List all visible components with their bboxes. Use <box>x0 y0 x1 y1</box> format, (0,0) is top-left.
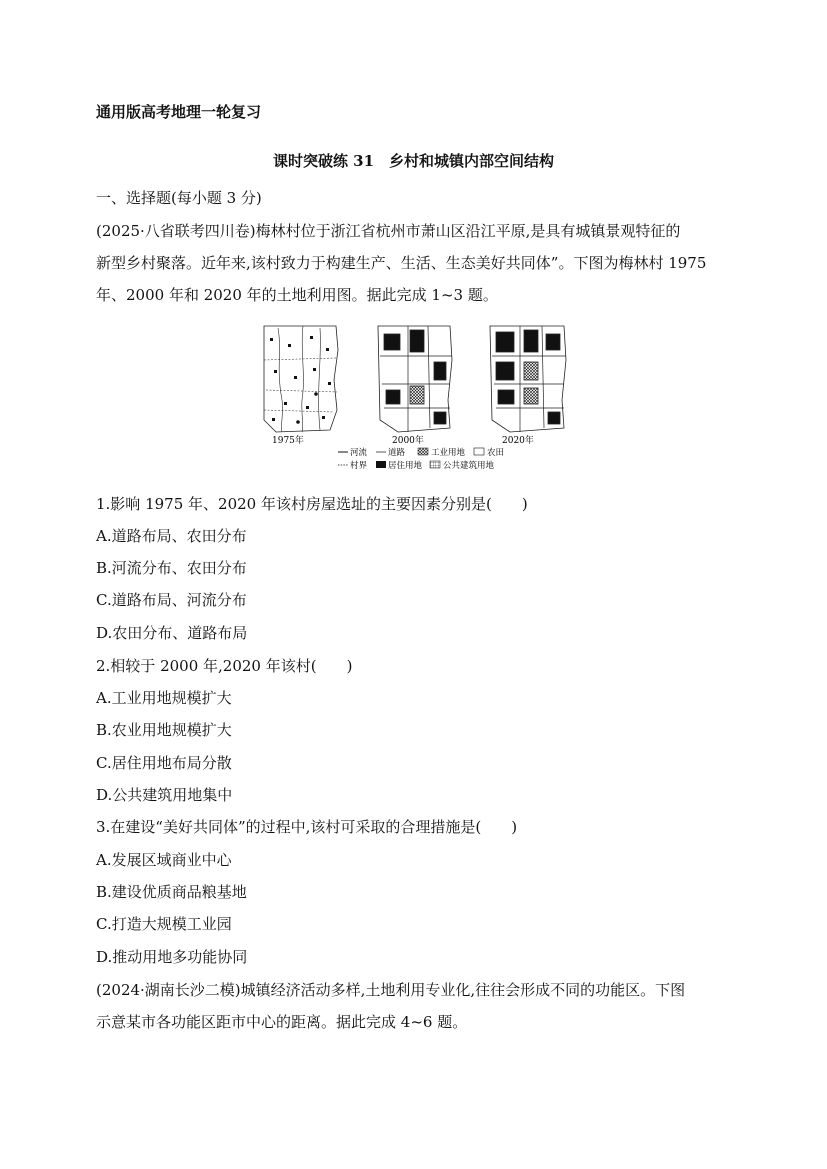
question-1-option-b: B.河流分布、农田分布 <box>96 559 247 577</box>
legend-road: 道路 <box>388 448 406 458</box>
legend-public-building: 公共建筑用地 <box>443 461 495 471</box>
legend-residential: 居住用地 <box>388 461 423 471</box>
map-2000 <box>378 326 452 432</box>
label-2020: 2020年 <box>502 436 534 446</box>
map-legend <box>338 447 504 471</box>
intro1-line2: 新型乡村聚落。近年来,该村致力于构建生产、生活、生态美好共同体”。下图为梅林村 1975 <box>96 254 707 272</box>
question-1-stem: 1.影响 1975 年、2020 年该村房屋选址的主要因素分别是( ) <box>96 495 528 513</box>
document-title: 课时突破练 31 乡村和城镇内部空间结构 <box>272 152 555 170</box>
question-2-option-a: A.工业用地规模扩大 <box>96 689 232 707</box>
map-1975 <box>264 326 338 432</box>
question-2-option-d: D.公共建筑用地集中 <box>96 786 233 804</box>
legend-river: 河流 <box>350 448 368 458</box>
question-3-option-a: A.发展区域商业中心 <box>96 851 232 869</box>
legend-industrial: 工业用地 <box>431 448 466 458</box>
question-2-option-b: B.农业用地规模扩大 <box>96 721 232 739</box>
question-1-option-a: A.道路布局、农田分布 <box>96 527 247 545</box>
question-3-stem: 3.在建设“美好共同体”的过程中,该村可采取的合理措施是( ) <box>96 818 518 836</box>
question-1-option-c: C.道路布局、河流分布 <box>96 591 247 609</box>
intro1-line1: (2025·八省联考四川卷)梅林村位于浙江省杭州市萧山区沿江平原,是具有城镇景观特征的 <box>96 222 681 240</box>
question-2-option-c: C.居住用地布局分散 <box>96 754 232 772</box>
legend-farmland: 农田 <box>487 448 505 458</box>
document-header: 通用版高考地理一轮复习 <box>96 103 262 121</box>
intro2-line1: (2024·湖南长沙二模)城镇经济活动多样,土地利用专业化,往往会形成不同的功能区。下图 <box>96 981 686 999</box>
question-2-stem: 2.相较于 2000 年,2020 年该村( ) <box>96 657 353 675</box>
intro1-line3: 年、2000 年和 2020 年的土地利用图。据此完成 1~3 题。 <box>96 286 498 304</box>
map-2020 <box>490 326 566 432</box>
legend-village-boundary: 村界 <box>350 461 368 471</box>
label-2000: 2000年 <box>392 436 424 446</box>
intro2-line2: 示意某市各功能区距市中心的距离。据此完成 4~6 题。 <box>96 1013 468 1031</box>
question-3-option-d: D.推动用地多功能协同 <box>96 948 248 966</box>
question-3-option-b: B.建设优质商品粮基地 <box>96 883 247 901</box>
land-use-figure <box>258 320 574 472</box>
label-1975: 1975年 <box>272 436 304 446</box>
section-heading: 一、选择题(每小题 3 分) <box>96 189 262 207</box>
question-1-option-d: D.农田分布、道路布局 <box>96 624 248 642</box>
question-3-option-c: C.打造大规模工业园 <box>96 915 232 933</box>
